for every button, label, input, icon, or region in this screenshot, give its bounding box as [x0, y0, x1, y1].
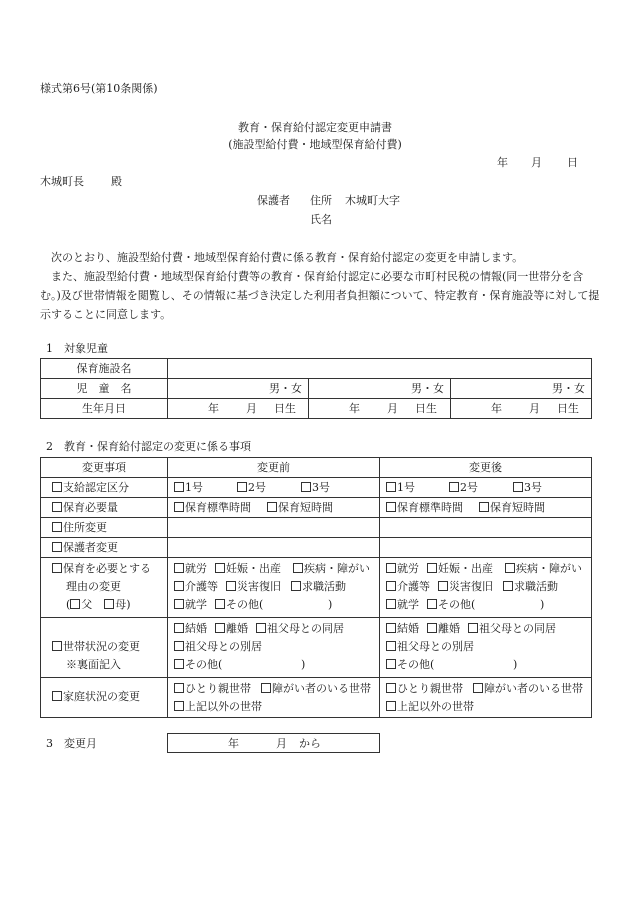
honorific: 殿: [111, 175, 122, 188]
riyu-after-kyushoku[interactable]: [503, 580, 558, 593]
body-paragraph-1: 次のとおり、施設型給付費・地域型保育給付費に係る教育・保育給付認定の変更を申請します。: [51, 251, 524, 264]
checkbox-icon: [237, 482, 247, 492]
checkbox-icon: [52, 522, 62, 532]
checkbox-icon: [386, 599, 396, 609]
checkbox-icon: [174, 581, 184, 591]
checkbox-icon: [386, 482, 396, 492]
checkbox-icon: [427, 599, 437, 609]
hitsuyoryo-before-standard[interactable]: [174, 501, 251, 514]
katei-after-cell: [380, 678, 592, 718]
nintei-before-2go[interactable]: [237, 481, 266, 494]
hitsuyoryo-checkbox[interactable]: [52, 501, 118, 514]
nintei-after-3go[interactable]: [513, 481, 542, 494]
opt-label: 1号: [397, 481, 415, 494]
checkbox-icon: [427, 623, 437, 633]
setai-before-kekkon[interactable]: [174, 622, 207, 635]
child-1-name-field[interactable]: [168, 379, 309, 399]
checkbox-icon: [174, 701, 184, 711]
riyu-after-other[interactable]: [427, 598, 475, 611]
hitsuyoryo-after-cell: [380, 498, 592, 518]
child-1-birthdate-field[interactable]: [168, 399, 309, 419]
checkbox-icon: [256, 623, 266, 633]
riyu-before-shuro[interactable]: [174, 562, 207, 575]
birth-month-3: 月: [529, 402, 540, 415]
riyu-after-ninshin[interactable]: [427, 562, 493, 575]
opt-label: 結婚: [185, 622, 207, 635]
checkbox-icon: [52, 542, 62, 552]
opt-label: 離婚: [438, 622, 460, 635]
opt-label: 上記以外の世帯: [397, 700, 474, 713]
riyu-before-ninshin[interactable]: [215, 562, 281, 575]
header-before: 変更前: [168, 458, 380, 478]
katei-label: 家庭状況の変更: [63, 690, 140, 703]
opt-label: 就学: [185, 598, 207, 611]
setai-after-kekkon[interactable]: [386, 622, 419, 635]
riyu-before-cell: [168, 558, 380, 618]
birth-year-2: 年: [349, 402, 360, 415]
form-subtitle: (施設型給付費・地域型保育給付費): [228, 138, 402, 151]
nintei-before-1go[interactable]: [174, 481, 203, 494]
hitsuyoryo-label: 保育必要量: [63, 501, 118, 514]
birthdate-label: 生年月日: [41, 399, 168, 419]
opt-label: 就労: [185, 562, 207, 575]
nintei-after-2go[interactable]: [449, 481, 478, 494]
paren-open: (: [66, 598, 71, 611]
katei-checkbox[interactable]: [52, 690, 140, 703]
opt-label: その他(: [438, 598, 476, 611]
riyu-after-other-close: ): [540, 598, 545, 611]
checkbox-icon: [386, 701, 396, 711]
katei-after-hitori[interactable]: [386, 682, 463, 695]
riyu-after-shugaku[interactable]: [386, 598, 419, 611]
checkbox-icon: [174, 563, 184, 573]
hogosha-after-field[interactable]: [380, 538, 592, 558]
opt-label: 疾病・障がい: [516, 562, 582, 575]
checkbox-icon: [513, 482, 523, 492]
nintei-label: 支給認定区分: [63, 481, 129, 494]
checkbox-icon: [174, 659, 184, 669]
hitsuyoryo-before-short[interactable]: [267, 501, 333, 514]
katei-after-other[interactable]: [386, 700, 474, 713]
child-2-birthdate-field[interactable]: [309, 399, 451, 419]
opt-label: 保育短時間: [278, 501, 333, 514]
checkbox-icon: [174, 623, 184, 633]
setai-before-other-close: ): [301, 658, 306, 671]
setai-label: 世帯状況の変更: [63, 640, 140, 653]
opt-label: 3号: [312, 481, 330, 494]
row-riyu-label-cell: [41, 558, 168, 618]
checkbox-icon: [386, 563, 396, 573]
hitsuyoryo-before-cell: [168, 498, 380, 518]
setai-after-dokyo[interactable]: [468, 622, 556, 635]
setai-before-dokyo[interactable]: [256, 622, 344, 635]
child-1-gender[interactable]: 男・女: [269, 382, 302, 395]
guardian-name-field[interactable]: 氏名: [310, 213, 332, 226]
opt-label: 求職活動: [514, 580, 558, 593]
nintei-before-cell: [168, 478, 380, 498]
hitsuyoryo-after-short[interactable]: [479, 501, 545, 514]
checkbox-icon: [174, 641, 184, 651]
section3-heading: 3 変更月: [46, 737, 97, 750]
opt-label: 介護等: [397, 580, 430, 593]
riyu-after-saigai[interactable]: [438, 580, 493, 593]
header-item: 変更事項: [41, 458, 168, 478]
birth-month-2: 月: [387, 402, 398, 415]
checkbox-icon: [386, 683, 396, 693]
child-3-name-field[interactable]: [451, 379, 592, 399]
change-month-field[interactable]: [167, 733, 380, 753]
jusho-checkbox[interactable]: [52, 521, 107, 534]
checkbox-icon: [52, 482, 62, 492]
riyu-after-cell: [380, 558, 592, 618]
row-hitsuyoryo-label-cell: [41, 498, 168, 518]
facility-name-field[interactable]: [168, 359, 592, 379]
riyu-father-checkbox[interactable]: [70, 598, 92, 611]
checkbox-icon: [503, 581, 513, 591]
checkbox-icon: [70, 599, 80, 609]
date-year-field[interactable]: 年: [497, 156, 508, 169]
checkbox-icon: [174, 502, 184, 512]
opt-label: その他(: [397, 658, 435, 671]
opt-label: ひとり親世帯: [397, 682, 463, 695]
child-2-name-field[interactable]: [309, 379, 451, 399]
hogosha-checkbox[interactable]: [52, 541, 118, 554]
riyu-before-other[interactable]: [215, 598, 263, 611]
birth-day-2: 日生: [415, 402, 437, 415]
father-label: 父: [81, 598, 93, 611]
change-month-month: 月: [276, 737, 287, 750]
setai-before-bekkyo[interactable]: [174, 640, 262, 653]
nintei-after-cell: [380, 478, 592, 498]
checkbox-icon: [386, 623, 396, 633]
checkbox-icon: [174, 599, 184, 609]
opt-label: 2号: [460, 481, 478, 494]
riyu-before-other-close: ): [328, 598, 333, 611]
riyu-checkbox[interactable]: [52, 562, 151, 575]
checkbox-icon: [104, 599, 114, 609]
checkbox-icon: [52, 502, 62, 512]
riyu-before-kyushoku[interactable]: [291, 580, 346, 593]
birth-month-1: 月: [246, 402, 257, 415]
opt-label: 結婚: [397, 622, 419, 635]
riyu-before-saigai[interactable]: [226, 580, 281, 593]
opt-label: 求職活動: [302, 580, 346, 593]
checkbox-icon: [473, 683, 483, 693]
nintei-before-3go[interactable]: [301, 481, 330, 494]
child-table: [40, 358, 592, 419]
riyu-after-kaigo[interactable]: [386, 580, 430, 593]
row-jusho-label-cell: [41, 518, 168, 538]
opt-label: 妊娠・出産: [226, 562, 281, 575]
opt-label: その他(: [185, 658, 223, 671]
checkbox-icon: [505, 563, 515, 573]
checkbox-icon: [386, 641, 396, 651]
checkbox-icon: [293, 563, 303, 573]
change-month-from: から: [299, 737, 321, 750]
riyu-after-shippei[interactable]: [505, 562, 582, 575]
child-2-gender[interactable]: 男・女: [411, 382, 444, 395]
riyu-before-shippei[interactable]: [293, 562, 370, 575]
birth-day-1: 日生: [274, 402, 296, 415]
form-title: 教育・保育給付認定変更申請書: [238, 121, 392, 134]
riyu-mother-checkbox[interactable]: [104, 598, 126, 611]
row-katei-label-cell: [41, 678, 168, 718]
riyu-label-line2: 理由の変更: [66, 580, 121, 593]
setai-note: ※裏面記入: [66, 658, 121, 671]
checkbox-icon: [427, 563, 437, 573]
child-name-label: 児 童 名: [41, 379, 168, 399]
jusho-after-field[interactable]: [380, 518, 592, 538]
setai-after-other-close: ): [513, 658, 518, 671]
child-3-birthdate-field[interactable]: [451, 399, 592, 419]
body-paragraph-2: また、施設型給付費・地域型保育給付費等の教育・保育給付認定に必要な市町村民税の情報(同一世帯分を含む。)及び世帯情報を閲覧し、その情報に基づき決定した利用者負担額について、特定教育・保育施設等に対して提示することに同意します。: [40, 270, 600, 321]
hogosha-label: 保護者変更: [63, 541, 118, 554]
opt-label: 妊娠・出産: [438, 562, 493, 575]
nintei-checkbox[interactable]: [52, 481, 129, 494]
setai-before-other[interactable]: [174, 658, 222, 671]
checkbox-icon: [267, 502, 277, 512]
checkbox-icon: [291, 581, 301, 591]
setai-after-other[interactable]: [386, 658, 434, 671]
opt-label: 離婚: [226, 622, 248, 635]
riyu-after-shuro[interactable]: [386, 562, 419, 575]
katei-before-shogai[interactable]: [261, 682, 371, 695]
section1-heading: 1 対象児童: [46, 342, 108, 355]
setai-after-cell: [380, 618, 592, 678]
opt-label: 祖父母との別居: [397, 640, 474, 653]
riyu-before-kaigo[interactable]: [174, 580, 218, 593]
opt-label: 保育短時間: [490, 501, 545, 514]
opt-label: 就労: [397, 562, 419, 575]
opt-label: 祖父母との同居: [267, 622, 344, 635]
birth-day-3: 日生: [557, 402, 579, 415]
birth-year-3: 年: [491, 402, 502, 415]
checkbox-icon: [449, 482, 459, 492]
body-text: [40, 248, 600, 324]
checkbox-icon: [174, 683, 184, 693]
checkbox-icon: [468, 623, 478, 633]
facility-label: 保育施設名: [41, 359, 168, 379]
checkbox-icon: [386, 659, 396, 669]
opt-label: 介護等: [185, 580, 218, 593]
row-nintei-label-cell: [41, 478, 168, 498]
opt-label: 保育標準時間: [397, 501, 463, 514]
change-table: [40, 457, 592, 718]
setai-after-rikon[interactable]: [427, 622, 460, 635]
katei-after-shogai[interactable]: [473, 682, 583, 695]
opt-label: 1号: [185, 481, 203, 494]
hogosha-before-field[interactable]: [168, 538, 380, 558]
guardian-label: 保護者: [257, 194, 290, 207]
mother-label: 母: [115, 598, 127, 611]
katei-before-cell: [168, 678, 380, 718]
opt-label: 祖父母との別居: [185, 640, 262, 653]
jusho-label: 住所変更: [63, 521, 107, 534]
birth-year-1: 年: [208, 402, 219, 415]
setai-checkbox[interactable]: [52, 640, 140, 653]
date-month-field[interactable]: 月: [531, 156, 542, 169]
opt-label: 保育標準時間: [185, 501, 251, 514]
header-after: 変更後: [380, 458, 592, 478]
checkbox-icon: [226, 581, 236, 591]
checkbox-icon: [301, 482, 311, 492]
riyu-label-line1: 保育を必要とする: [63, 562, 151, 575]
row-hogosha-label-cell: [41, 538, 168, 558]
riyu-before-shugaku[interactable]: [174, 598, 207, 611]
row-setai-label-cell: [41, 618, 168, 678]
checkbox-icon: [386, 502, 396, 512]
change-month-year: 年: [228, 737, 239, 750]
katei-before-hitori[interactable]: [174, 682, 251, 695]
opt-label: その他(: [226, 598, 264, 611]
checkbox-icon: [52, 691, 62, 701]
checkbox-icon: [52, 641, 62, 651]
paren-close: ): [126, 598, 131, 611]
riyu-parent-group: [66, 598, 131, 611]
opt-label: 3号: [524, 481, 542, 494]
setai-before-rikon[interactable]: [215, 622, 248, 635]
addressee: 木城町長: [40, 175, 84, 188]
setai-before-cell: [168, 618, 380, 678]
checkbox-icon: [215, 623, 225, 633]
opt-label: 災害復旧: [237, 580, 281, 593]
opt-label: 障がい者のいる世帯: [272, 682, 371, 695]
hitsuyoryo-after-standard[interactable]: [386, 501, 463, 514]
date-day-field[interactable]: 日: [567, 156, 578, 169]
child-3-gender[interactable]: 男・女: [552, 382, 586, 395]
opt-label: 障がい者のいる世帯: [484, 682, 583, 695]
checkbox-icon: [261, 683, 271, 693]
opt-label: 就学: [397, 598, 419, 611]
checkbox-icon: [215, 563, 225, 573]
checkbox-icon: [386, 581, 396, 591]
guardian-address-label: 住所: [310, 194, 332, 207]
checkbox-icon: [52, 563, 62, 573]
opt-label: 災害復旧: [449, 580, 493, 593]
opt-label: 上記以外の世帯: [185, 700, 262, 713]
setai-after-bekkyo[interactable]: [386, 640, 474, 653]
checkbox-icon: [438, 581, 448, 591]
opt-label: 2号: [248, 481, 266, 494]
opt-label: 祖父母との同居: [479, 622, 556, 635]
form-number: 様式第6号(第10条関係): [40, 82, 158, 95]
opt-label: 疾病・障がい: [304, 562, 370, 575]
nintei-after-1go[interactable]: [386, 481, 415, 494]
section2-heading: 2 教育・保育給付認定の変更に係る事項: [46, 440, 251, 453]
checkbox-icon: [479, 502, 489, 512]
guardian-address-field[interactable]: 木城町大字: [345, 194, 400, 207]
jusho-before-field[interactable]: [168, 518, 380, 538]
checkbox-icon: [174, 482, 184, 492]
opt-label: ひとり親世帯: [185, 682, 251, 695]
checkbox-icon: [215, 599, 225, 609]
katei-before-other[interactable]: [174, 700, 262, 713]
